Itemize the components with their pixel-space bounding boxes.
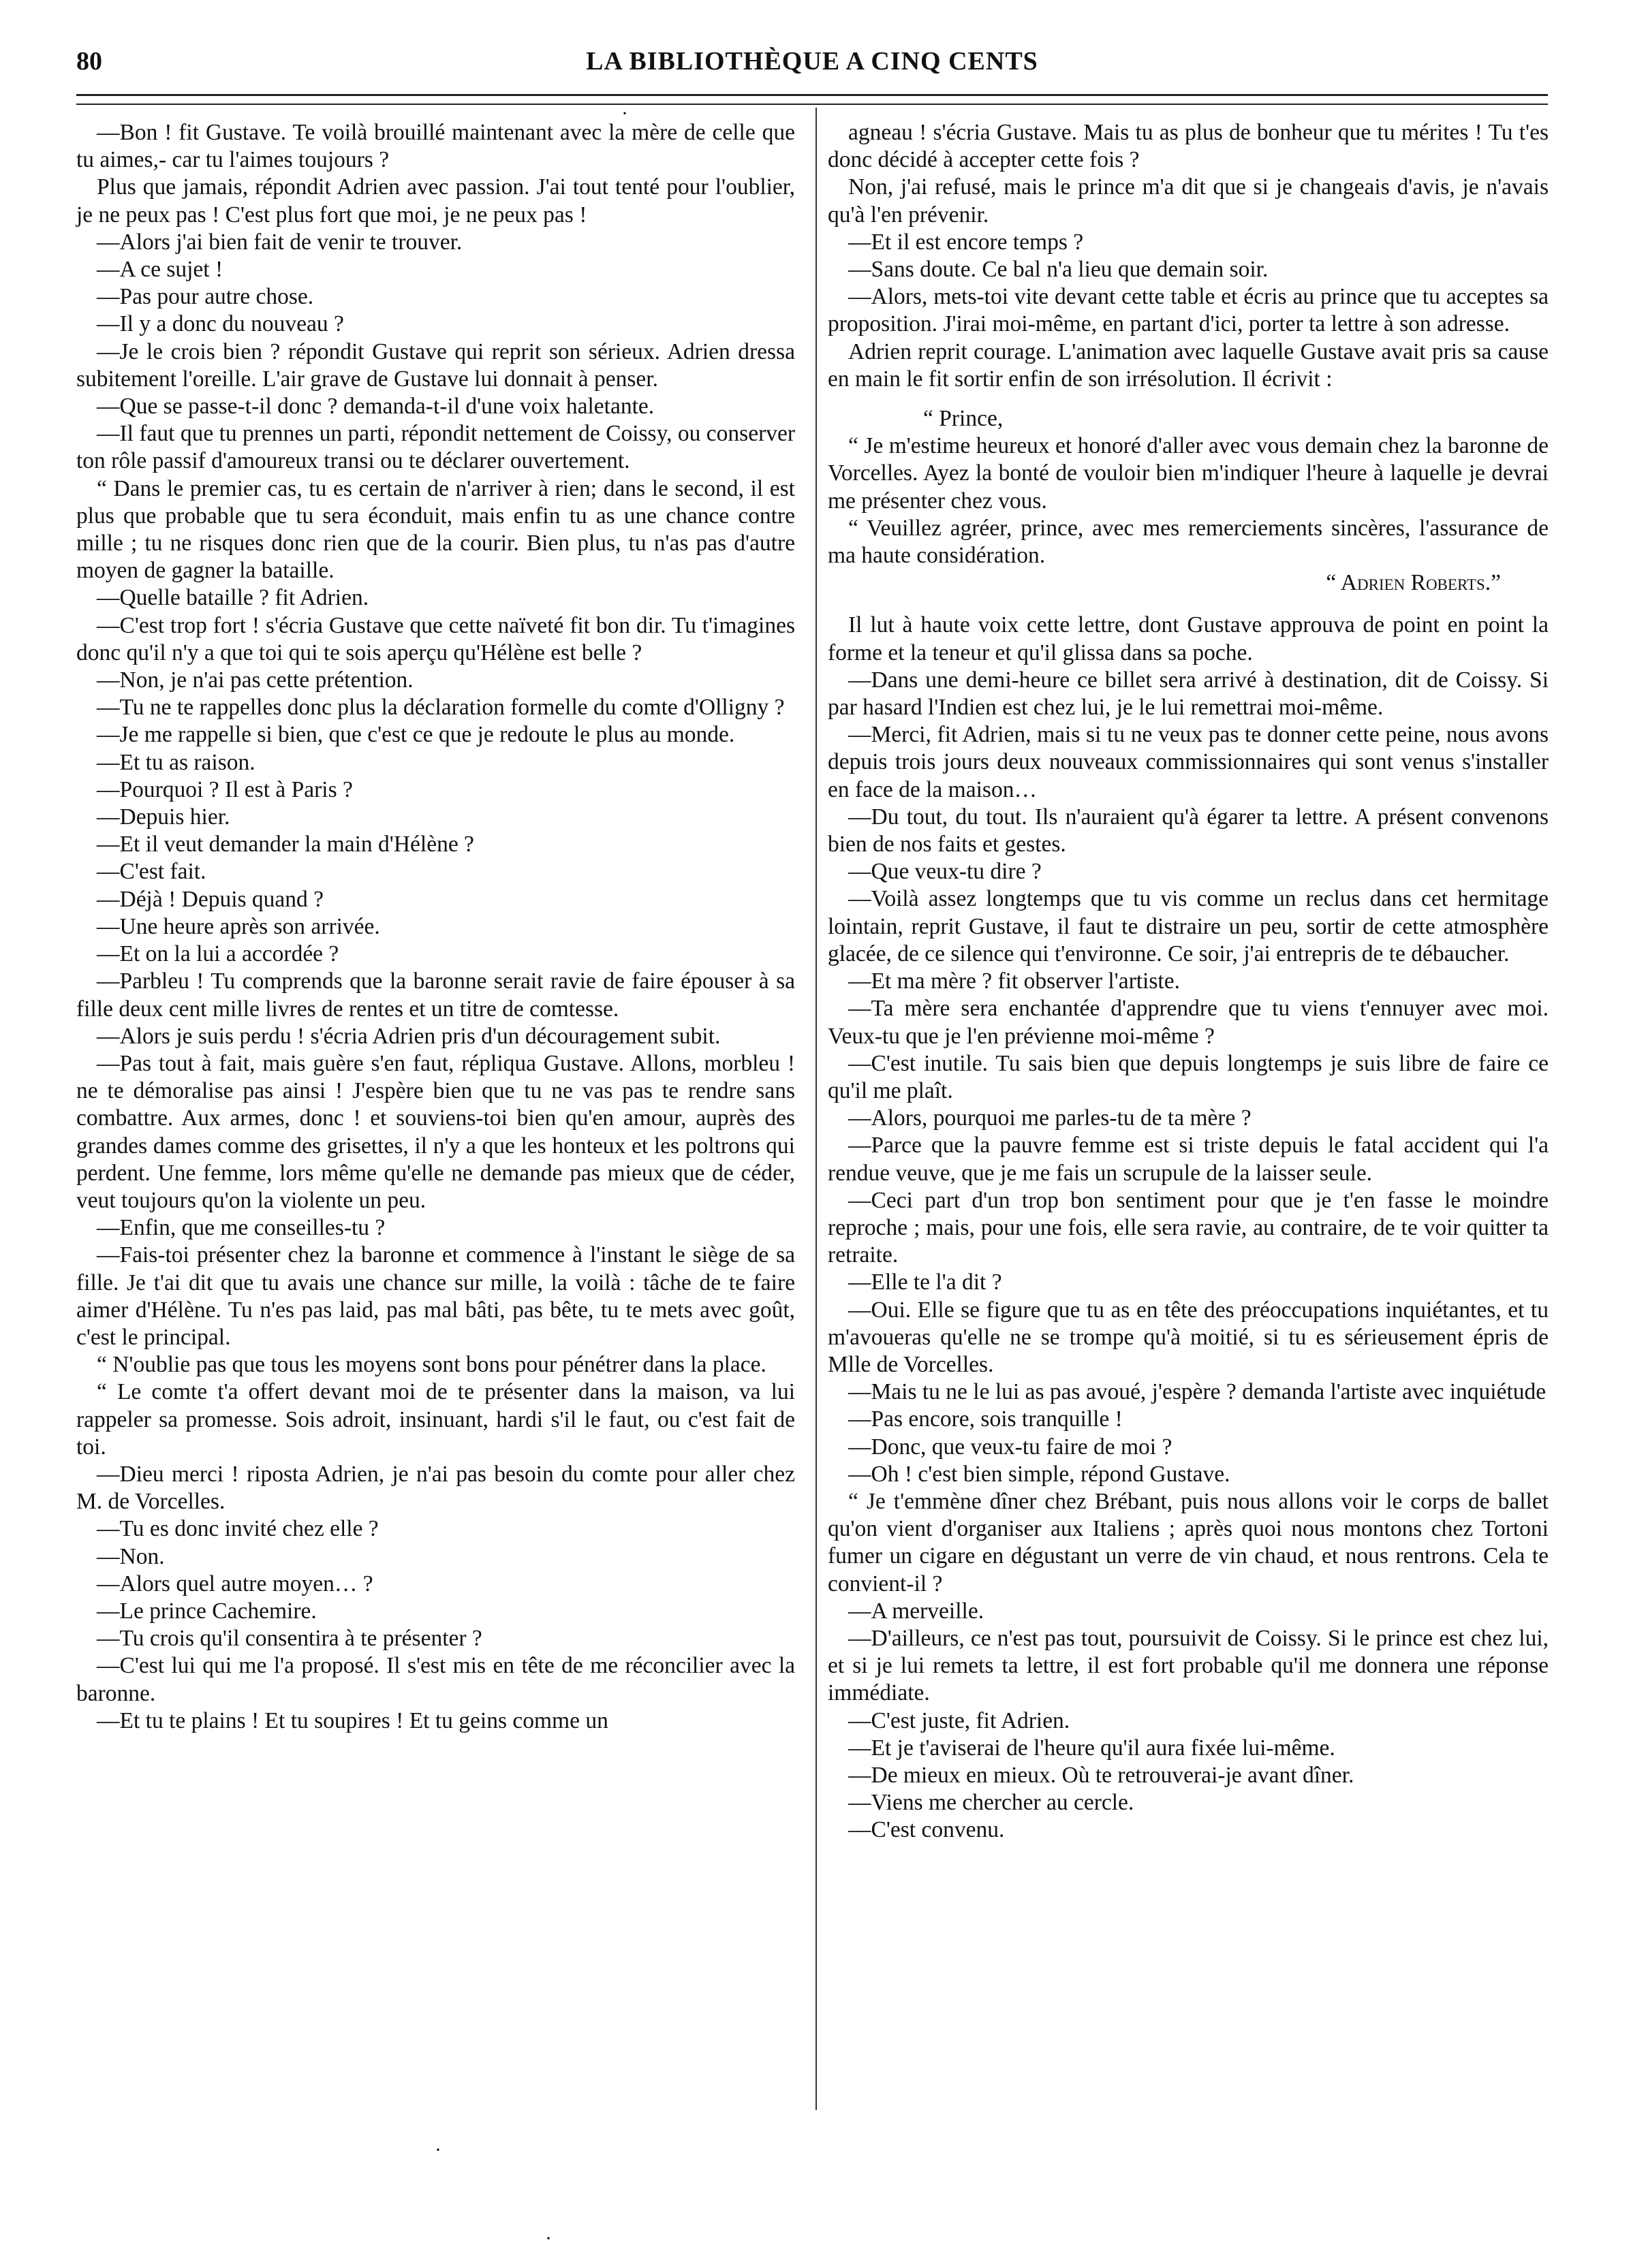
header-rule (76, 94, 1548, 96)
paragraph: —Parce que la pauvre femme est si triste depuis le fatal accident qui l'a rendue veuve, que je me fais un scrupule de la laisser seule. (828, 1133, 1549, 1186)
page-number: 80 (76, 47, 102, 76)
paragraph: —Que se passe-t-il donc ? demanda-t-il d'une voix haletante. (97, 394, 655, 420)
paragraph: —Non, je n'ai pas cette prétention. (97, 667, 414, 693)
letter-block (828, 405, 1549, 597)
paragraph: Non, j'ai refusé, mais le prince m'a dit que si je changeais d'avis, je n'avais qu'à l'en prévenir. (828, 174, 1549, 227)
paragraph: —Pas encore, sois tranquille ! (848, 1406, 1123, 1432)
paragraph: —Viens me chercher au cercle. (848, 1790, 1134, 1816)
paragraph: —Le prince Cachemire. (97, 1598, 317, 1624)
paragraph: —Il faut que tu prennes un parti, répondit nettement de Coissy, ou conserver ton rôle passif d'amoureux transi ou te déclarer ouvertement. (76, 421, 795, 474)
paragraph: —Oh ! c'est bien simple, répond Gustave. (848, 1461, 1230, 1487)
paragraph: —Pas tout à fait, mais guère s'en faut, répliqua Gustave. Allons, morbleu ! ne te démoralise pas ainsi ! J'espère bien que tu ne vas pas te rendre sans combattre. Aux armes, donc ! et souviens-toi bien qu'en amour, auprès des grandes dames comme des grisettes, il n'y a que les honteux et les poltrons qui perdent. Une femme, lors même qu'elle ne demande pas mieux que de céder, veut toujours qu'on la violente un peu. (76, 1050, 795, 1213)
print-speck: · (435, 2139, 441, 2161)
paragraph: —Fais-toi présenter chez la baronne et commence à l'instant le siège de sa fille. Je t'ai dit que tu avais une chance sur mille, la voilà : tâche de te faire aimer d'Hélène. Tu n'es pas laid, pas mal bâti, pas bête, tu te mets avec goût, c'est le principal. (76, 1242, 795, 1350)
paragraph: —C'est convenu. (848, 1817, 1005, 1843)
paragraph: Adrien reprit courage. L'animation avec laquelle Gustave avait pris sa cause en main le fit sortir enfin de son irrésolution. Il écrivit : (828, 338, 1549, 392)
paragraph: —Déjà ! Depuis quand ? (97, 886, 324, 912)
paragraph: —Et ma mère ? fit observer l'artiste. (848, 968, 1180, 994)
paragraph: —Alors quel autre moyen… ? (97, 1571, 373, 1596)
paragraph: —C'est inutile. Tu sais bien que depuis longtemps je suis libre de faire ce qu'il me plaît. (828, 1050, 1549, 1103)
paragraph: —Alors je suis perdu ! s'écria Adrien pris d'un découragement subit. (97, 1023, 721, 1049)
letter-salutation: “ Prince, (923, 406, 1004, 432)
paragraph: “ Je t'emmène dîner chez Brébant, puis nous allons voir le corps de ballet qu'on vient d'organiser aux Italiens ; après quoi nous montons chez Tortoni fumer un cigare en dégustant un verre de vin chaud, et nous rentrons. Cela te convient-il ? (828, 1488, 1549, 1596)
paragraph: —Pourquoi ? Il est à Paris ? (97, 776, 353, 802)
paragraph: —Je le crois bien ? répondit Gustave qui reprit son sérieux. Adrien dressa subitement l'oreille. L'air grave de Gustave lui donnait à penser. (76, 338, 795, 392)
paragraph: —Ceci part d'un trop bon sentiment pour que je t'en fasse le moindre reproche ; mais, pour une fois, elle sera ravie, au contraire, de te voir quitter ta retraite. (828, 1187, 1549, 1268)
right-column (828, 119, 1549, 1844)
paragraph: —Pas pour autre chose. (97, 284, 314, 310)
right-column-continued (828, 612, 1549, 1844)
paragraph: agneau ! s'écria Gustave. Mais tu as plus de bonheur que tu mérites ! Tu t'es donc décidé à accepter cette fois ? (828, 120, 1549, 173)
letter-paragraph: “ Je m'estime heureux et honoré d'aller avec vous demain chez la baronne de Vorcelles. Ayez la bonté de vouloir bien m'indiquer l'heure à laquelle je devrai me présenter chez vous. (828, 433, 1549, 514)
column-divider (816, 108, 817, 2110)
paragraph: —Oui. Elle se figure que tu as en tête des préoccupations inquiétantes, et tu m'avoueras qu'elle ne se trompe qu'à moitié, si tu es sérieusement épris de Mlle de Vorcelles. (828, 1297, 1549, 1377)
paragraph: —Alors j'ai bien fait de venir te trouver. (97, 229, 463, 255)
paragraph: —Ta mère sera enchantée d'apprendre que tu viens t'ennuyer avec moi. Veux-tu que je l'en prévienne moi-même ? (828, 996, 1549, 1049)
paragraph: Il lut à haute voix cette lettre, dont Gustave approuva de point en point la forme et la teneur et qu'il glissa dans sa poche. (828, 612, 1549, 665)
paragraph: —Sans doute. Ce bal n'a lieu que demain soir. (848, 257, 1269, 283)
paragraph: —Depuis hier. (97, 804, 230, 830)
paragraph: —Alors, mets-toi vite devant cette table et écris au prince que tu acceptes sa proposition. J'irai moi-même, en partant d'ici, porter ta lettre à son adresse. (828, 284, 1549, 337)
paragraph: “ Dans le premier cas, tu es certain de n'arriver à rien; dans le second, il est plus que probable que tu sera éconduit, mais enfin tu as une chance contre mille ; tu ne risques donc rien que de la courir. Bien plus, tu n'as pas d'autre moyen de gagner la bataille. (76, 475, 795, 584)
paragraph: “ N'oublie pas que tous les moyens sont bons pour pénétrer dans la place. (97, 1352, 766, 1378)
right-column-narrative (828, 119, 1549, 393)
paragraph: —D'ailleurs, ce n'est pas tout, poursuivit de Coissy. Si le prince est chez lui, et si je lui remets ta lettre, il est fort probable qu'il me donnera une réponse immédiate. (828, 1625, 1549, 1706)
paragraph: —Dieu merci ! riposta Adrien, je n'ai pas besoin du comte pour aller chez M. de Vorcelles. (76, 1461, 795, 1515)
paragraph: —Tu es donc invité chez elle ? (97, 1516, 379, 1542)
paragraph: —Une heure après son arrivée. (97, 913, 380, 939)
paragraph: —Merci, fit Adrien, mais si tu ne veux pas te donner cette peine, nous avons depuis trois jours deux nouveaux commissionnaires qui sont venus s'installer en face de la maison… (828, 722, 1549, 802)
paragraph: —Non. (97, 1543, 165, 1569)
running-title: LA BIBLIOTHÈQUE A CINQ CENTS (586, 47, 1038, 76)
paragraph: —Et tu as raison. (97, 749, 255, 775)
print-speck: · (621, 102, 628, 125)
paragraph: —Dans une demi-heure ce billet sera arrivé à destination, dit de Coissy. Si par hasard l'Indien est chez lui, je le lui remettrai moi-même. (828, 667, 1549, 721)
paragraph: —Tu ne te rappelles donc plus la déclaration formelle du comte d'Olligny ? (97, 695, 785, 721)
paragraph: —Et tu te plains ! Et tu soupires ! Et tu geins comme un (97, 1707, 608, 1733)
paragraph: —Que veux-tu dire ? (848, 859, 1042, 885)
paragraph: —Mais tu ne le lui as pas avoué, j'espère ? demanda l'artiste avec inquiétude (848, 1379, 1547, 1405)
paragraph: —Parbleu ! Tu comprends que la baronne serait ravie de faire épouser à sa fille deux cent mille livres de rentes et un titre de comtesse. (76, 968, 795, 1022)
paragraph: —C'est juste, fit Adrien. (848, 1707, 1070, 1733)
paragraph: —C'est fait. (97, 859, 206, 885)
paragraph: Plus que jamais, répondit Adrien avec passion. J'ai tout tenté pour l'oublier, je ne peux pas ! C'est plus fort que moi, je ne peux pas ! (76, 174, 795, 227)
paragraph: —Et il est encore temps ? (848, 229, 1084, 255)
letter-paragraph: “ Veuillez agréer, prince, avec mes remerciements sincères, l'assurance de ma haute considération. (828, 515, 1549, 569)
paragraph: —Et on la lui a accordée ? (97, 941, 339, 967)
paragraph: —Donc, que veux-tu faire de moi ? (848, 1434, 1172, 1460)
paragraph: “ Le comte t'a offert devant moi de te présenter dans la maison, va lui rappeler sa promesse. Sois adroit, insinuant, hardi s'il le faut, ou c'est fait de toi. (76, 1379, 795, 1460)
paragraph: —Et je t'aviserai de l'heure qu'il aura fixée lui-même. (848, 1735, 1335, 1761)
paragraph: —De mieux en mieux. Où te retrouverai-je avant dîner. (848, 1762, 1354, 1788)
page-header (76, 41, 1548, 95)
paragraph: —Du tout, du tout. Ils n'auraient qu'à égarer ta lettre. A présent convenons bien de nos faits et gestes. (828, 804, 1549, 857)
left-column (76, 119, 795, 1735)
paragraph: —Bon ! fit Gustave. Te voilà brouillé maintenant avec la mère de celle que tu aimes,- car tu l'aimes toujours ? (76, 120, 795, 173)
paragraph: —Il y a donc du nouveau ? (97, 311, 344, 337)
header-rule-thin (76, 104, 1548, 105)
paragraph: —Quelle bataille ? fit Adrien. (97, 585, 369, 611)
paragraph: —A merveille. (848, 1598, 984, 1624)
paragraph: —Je me rappelle si bien, que c'est ce que je redoute le plus au monde. (97, 722, 735, 748)
paragraph: —Alors, pourquoi me parles-tu de ta mère ? (848, 1105, 1252, 1131)
paragraph: —C'est lui qui me l'a proposé. Il s'est mis en tête de me réconcilier avec la baronne. (76, 1653, 795, 1706)
paragraph: —A ce sujet ! (97, 257, 223, 283)
paragraph: —Tu crois qu'il consentira à te présenter ? (97, 1626, 482, 1652)
letter-signature: “ Adrien Roberts.” (1326, 570, 1501, 596)
paragraph: —Elle te l'a dit ? (848, 1270, 1002, 1295)
paragraph: —Voilà assez longtemps que tu vis comme un reclus dans cet hermitage lointain, reprit Gustave, il faut te distraire un peu, sortir de cette atmosphère glacée, de ce silence qui t'environne. Ce soir, j'ai entrepris de te débaucher. (828, 886, 1549, 966)
paragraph: —C'est trop fort ! s'écria Gustave que cette naïveté fit bon dir. Tu t'imagines donc qu'il n'y a que toi qui te sois aperçu qu'Hélène est belle ? (76, 612, 795, 665)
print-speck: · (545, 2227, 552, 2250)
paragraph: —Et il veut demander la main d'Hélène ? (97, 832, 474, 857)
paragraph: —Enfin, que me conseilles-tu ? (97, 1215, 386, 1241)
